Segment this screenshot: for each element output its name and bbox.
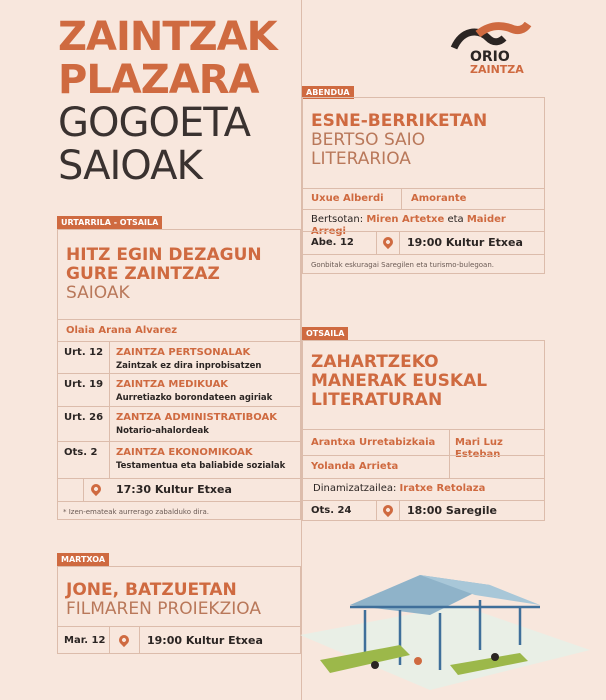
title-line: PLAZARA bbox=[58, 57, 259, 103]
event-date: Abe. 12 bbox=[311, 237, 354, 248]
plaza-illustration bbox=[290, 565, 600, 695]
time-place: 19:00 Kultur Etxea bbox=[147, 634, 263, 647]
bertsolari: Maider Arregi bbox=[311, 214, 506, 237]
session-desc: Zaintzak ez dira inprobisatzen bbox=[116, 361, 262, 371]
title-line: GOGOETA bbox=[58, 100, 250, 146]
speaker: Olaia Arana Alvarez bbox=[66, 325, 178, 336]
session-date: Ots. 2 bbox=[64, 447, 98, 458]
event-subtitle: LITERARIOA bbox=[311, 149, 411, 169]
event-martxoa bbox=[57, 566, 301, 654]
event-subtitle: BERTSO SAIO bbox=[311, 130, 426, 150]
section-tag: MARTXOA bbox=[57, 553, 109, 566]
bertsolari: Miren Artetxe bbox=[366, 214, 445, 225]
event-title: JONE, BATZUETAN bbox=[66, 580, 237, 600]
event-title: GURE ZAINTZAZ bbox=[66, 264, 220, 284]
event-date: Ots. 24 bbox=[311, 505, 352, 516]
logo-wave-icon bbox=[448, 22, 548, 52]
time-place: 19:00 Kultur Etxea bbox=[407, 236, 523, 249]
session-date: Urt. 19 bbox=[64, 379, 104, 390]
session-date: Urt. 12 bbox=[64, 347, 104, 358]
event-date: Mar. 12 bbox=[64, 635, 106, 646]
note: * Izen-emateak aurrerago zabalduko dira. bbox=[63, 508, 210, 516]
page-title bbox=[58, 16, 277, 188]
event-urtarrila bbox=[57, 229, 301, 520]
logo-text: ORIO bbox=[470, 49, 510, 65]
event-title: ESNE-BERRIKETAN bbox=[311, 111, 488, 131]
event-title: MANERAK EUSKAL bbox=[311, 371, 488, 391]
event-subtitle: FILMAREN PROIEKZIOA bbox=[66, 599, 261, 619]
section-tag: OTSAILA bbox=[302, 327, 348, 340]
session-title: ZAINTZA MEDIKUAK bbox=[116, 379, 229, 390]
session-title: ZANTZA ADMINISTRATIBOAK bbox=[116, 412, 278, 423]
speaker: Arantxa Urretabizkaia bbox=[311, 437, 436, 448]
label: Bertsotan: bbox=[311, 214, 364, 225]
event-title: ZAHARTZEKO bbox=[311, 352, 439, 372]
section-tag: URTARRILA - OTSAILA bbox=[57, 216, 162, 229]
section-tag: ABENDUA bbox=[302, 86, 354, 99]
logo bbox=[448, 22, 548, 77]
title-line: ZAINTZAK bbox=[58, 14, 277, 60]
title-line: SAIOAK bbox=[58, 143, 202, 189]
session-title: ZAINTZA EKONOMIKOAK bbox=[116, 447, 253, 458]
session-desc: Testamentua eta baliabide sozialak bbox=[116, 461, 286, 471]
location-pin-icon bbox=[117, 633, 131, 647]
event-otsaila bbox=[302, 340, 545, 521]
session-desc: Aurretiazko borondateen agiriak bbox=[116, 393, 273, 403]
location-pin-icon bbox=[381, 503, 395, 517]
moderator: Iratxe Retolaza bbox=[399, 483, 486, 494]
speaker: Mari Luz Esteban bbox=[455, 437, 503, 460]
note: Gonbitak eskuragai Saregilen eta turismo-bulegoan. bbox=[311, 261, 494, 269]
time-place: 18:00 Saregile bbox=[407, 504, 497, 517]
event-title: LITERATURAN bbox=[311, 390, 443, 410]
speaker: Amorante bbox=[411, 193, 467, 204]
session-desc: Notario-ahalordeak bbox=[116, 426, 209, 436]
location-pin-icon bbox=[89, 482, 103, 496]
event-subtitle: SAIOAK bbox=[66, 283, 130, 303]
speaker: Yolanda Arrieta bbox=[311, 461, 399, 472]
session-title: ZAINTZA PERTSONALAK bbox=[116, 347, 251, 358]
conjunction: eta bbox=[447, 214, 464, 225]
event-abendua bbox=[302, 97, 545, 274]
label: Dinamizatzailea: bbox=[313, 483, 397, 494]
logo-text: ZAINTZA bbox=[470, 63, 524, 76]
speaker: Uxue Alberdi bbox=[311, 193, 384, 204]
time-place: 17:30 Kultur Etxea bbox=[116, 483, 232, 496]
session-date: Urt. 26 bbox=[64, 412, 104, 423]
event-title: HITZ EGIN DEZAGUN bbox=[66, 245, 262, 265]
